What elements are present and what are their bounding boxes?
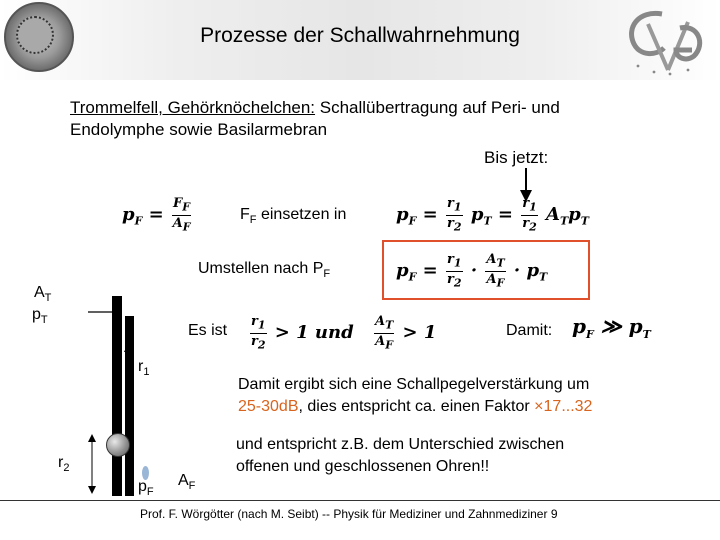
equation-result-pf: $p_F$ = $\frac{r_1}{r_2}$ · $\frac{A_T}{A_F}$ · $p_T$ (396, 252, 548, 290)
pt-label: $p_T$ (32, 306, 48, 327)
ossicle-bar-right (125, 316, 134, 496)
ff-einsetzen-label: $F_F$ einsetzen in (240, 206, 347, 227)
heading-underlined: Trommelfell, Gehörknöchelchen: (70, 98, 316, 117)
highlight-factor: ×17...32 (534, 398, 593, 415)
paragraph-comparison: und entspricht z.B. dem Unterschied zwischen offenen und geschlossenen Ohren!! (236, 436, 565, 475)
r2-label: $r_2$ (58, 454, 70, 475)
heading-rest: Schallübertragung auf Peri- und (315, 98, 560, 117)
pf-label: $p_F$ (138, 478, 154, 499)
af-label: $A_F$ (178, 472, 196, 493)
highlight-db: 25-30dB (238, 398, 299, 415)
paragraph-amplification: Damit ergibt sich eine Schallpegelverstärkung um 25-30dB, dies entspricht ca. einen Faktor ×17...32 (238, 376, 593, 415)
seal-inner-icon (16, 16, 54, 54)
page-title: Prozesse der Schallwahrnehmung (200, 24, 520, 47)
heading-line2: Endolymphe sowie Basilarmebran (70, 120, 328, 139)
section-heading (70, 97, 560, 141)
ossicle-bar-left (112, 296, 122, 496)
footer-text: Prof. F. Wörgötter (nach M. Seibt) -- Physik für Mediziner und Zahnmediziner 9 (140, 507, 558, 521)
equation-lever-relation: $p_F$ = $\frac{r_1}{r_2}$ $p_T$ = $\frac{r_1}{r_2}$ $A_Tp_T$ (396, 196, 589, 234)
equation-pressure-definition: $p_F$ = $\frac{F_F}{A_F}$ (122, 196, 191, 234)
damit-label: Damit: (506, 322, 553, 339)
bis-jetzt-label: Bis jetzt: (484, 148, 549, 167)
und-label: und (314, 322, 354, 344)
r1-label: $r_1$ (138, 358, 150, 379)
equation-ratios-greater-one: $\frac{r_1}{r_2}$ > 1 und $\frac{A_T}{A_F}$ > 1 (251, 314, 437, 352)
es-ist-label: Es ist (188, 322, 228, 339)
equation-pf-much-greater: $p_F$ ≫ $p_T$ (572, 314, 651, 341)
footer-divider (0, 500, 720, 501)
at-label: $A_T$ (34, 284, 52, 305)
institute-logo-icon (618, 4, 708, 80)
umstellen-label: Umstellen nach $P_F$ (198, 260, 331, 281)
pivot-ball-icon (106, 433, 130, 457)
